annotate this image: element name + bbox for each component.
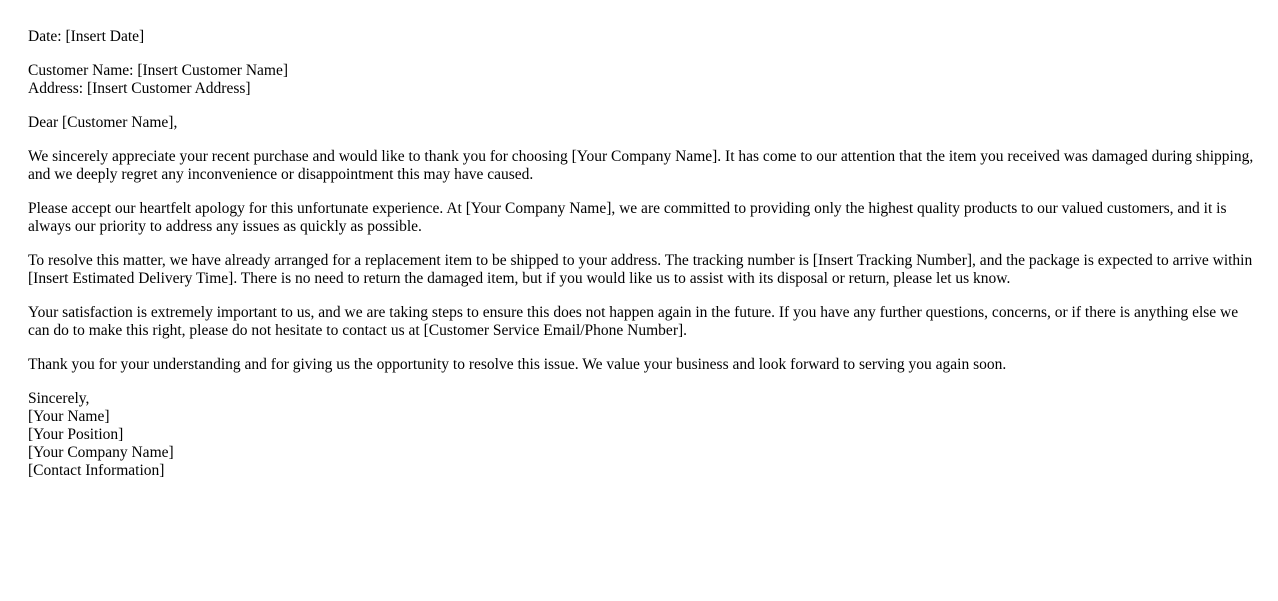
- date-line: Date: [Insert Date]: [28, 28, 145, 45]
- signature-position: [Your Position]: [28, 426, 124, 443]
- paragraph-resolution: To resolve this matter, we have already arranged for a replacement item to be shipped to your address. The tracking number is [Insert Tracking Number], and the package is expected to arrive within [Insert Estimated Delivery Time]. There is no need to return the damaged item, but if you would like us to assist with its disposal or return, please let us know.: [28, 252, 1253, 287]
- date-block: [28, 28, 1256, 46]
- paragraph-closing-thanks: Thank you for your understanding and for giving us the opportunity to resolve this issue. We value your business and look forward to serving you again soon.: [28, 356, 1007, 373]
- letter-body: [28, 28, 1256, 496]
- customer-name-line: Customer Name: [Insert Customer Name]: [28, 62, 288, 79]
- signature-company: [Your Company Name]: [28, 444, 174, 461]
- paragraph-satisfaction: Your satisfaction is extremely important to us, and we are taking steps to ensure this does not happen again in the future. If you have any further questions, concerns, or if there is anything else we can do to make this right, please do not hesitate to contact us at [Customer Service Email/Phone Number].: [28, 304, 1239, 339]
- signature-contact: [Contact Information]: [28, 462, 165, 479]
- address-line: Address: [Insert Customer Address]: [28, 80, 251, 97]
- paragraph-apology: Please accept our heartfelt apology for this unfortunate experience. At [Your Company Name], we are committed to providing only the highest quality products to our valued customers, and it is always our priority to address any issues as quickly as possible.: [28, 200, 1227, 235]
- recipient-block: [28, 62, 1256, 98]
- closing: Sincerely,: [28, 390, 90, 407]
- salutation: Dear [Customer Name],: [28, 114, 178, 131]
- paragraph-thanks: We sincerely appreciate your recent purchase and would like to thank you for choosing [Your Company Name]. It has come to our attention that the item you received was damaged during shipping, and we deeply regret any inconvenience or disappointment this may have caused.: [28, 148, 1254, 183]
- salutation-block: [28, 114, 1256, 132]
- signature-block: [28, 390, 1256, 480]
- signature-name: [Your Name]: [28, 408, 110, 425]
